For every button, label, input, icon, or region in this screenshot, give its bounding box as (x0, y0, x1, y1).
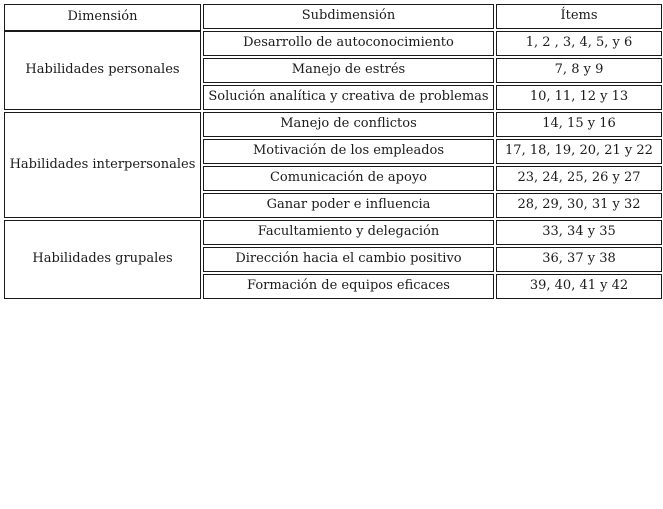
subdimension-cell: Comunicación de apoyo (203, 166, 494, 191)
header-items: Ítems (496, 4, 662, 29)
items-cell: 1, 2 , 3, 4, 5, y 6 (496, 31, 662, 56)
subdimension-cell: Desarrollo de autoconocimiento (203, 31, 494, 56)
dimension-cell: Habilidades personales (4, 31, 201, 110)
subdimension-cell: Ganar poder e influencia (203, 193, 494, 218)
subdimension-cell: Solución analítica y creativa de problemas (203, 85, 494, 110)
subdimension-cell: Facultamiento y delegación (203, 220, 494, 245)
items-cell: 10, 11, 12 y 13 (496, 85, 662, 110)
subdimension-cell: Manejo de conflictos (203, 112, 494, 137)
subdimension-cell: Formación de equipos eficaces (203, 274, 494, 299)
items-cell: 33, 34 y 35 (496, 220, 662, 245)
items-cell: 36, 37 y 38 (496, 247, 662, 272)
items-cell: 23, 24, 25, 26 y 27 (496, 166, 662, 191)
header-dimension: Dimensión (4, 4, 201, 31)
skills-table (4, 4, 662, 301)
items-cell: 28, 29, 30, 31 y 32 (496, 193, 662, 218)
subdimension-cell: Manejo de estrés (203, 58, 494, 83)
dimension-cell: Habilidades grupales (4, 220, 201, 299)
items-cell: 17, 18, 19, 20, 21 y 22 (496, 139, 662, 164)
subdimension-cell: Motivación de los empleados (203, 139, 494, 164)
items-cell: 7, 8 y 9 (496, 58, 662, 83)
items-cell: 14, 15 y 16 (496, 112, 662, 137)
dimension-cell: Habilidades interpersonales (4, 112, 201, 218)
header-subdimension: Subdimensión (203, 4, 494, 29)
subdimension-cell: Dirección hacia el cambio positivo (203, 247, 494, 272)
items-cell: 39, 40, 41 y 42 (496, 274, 662, 299)
